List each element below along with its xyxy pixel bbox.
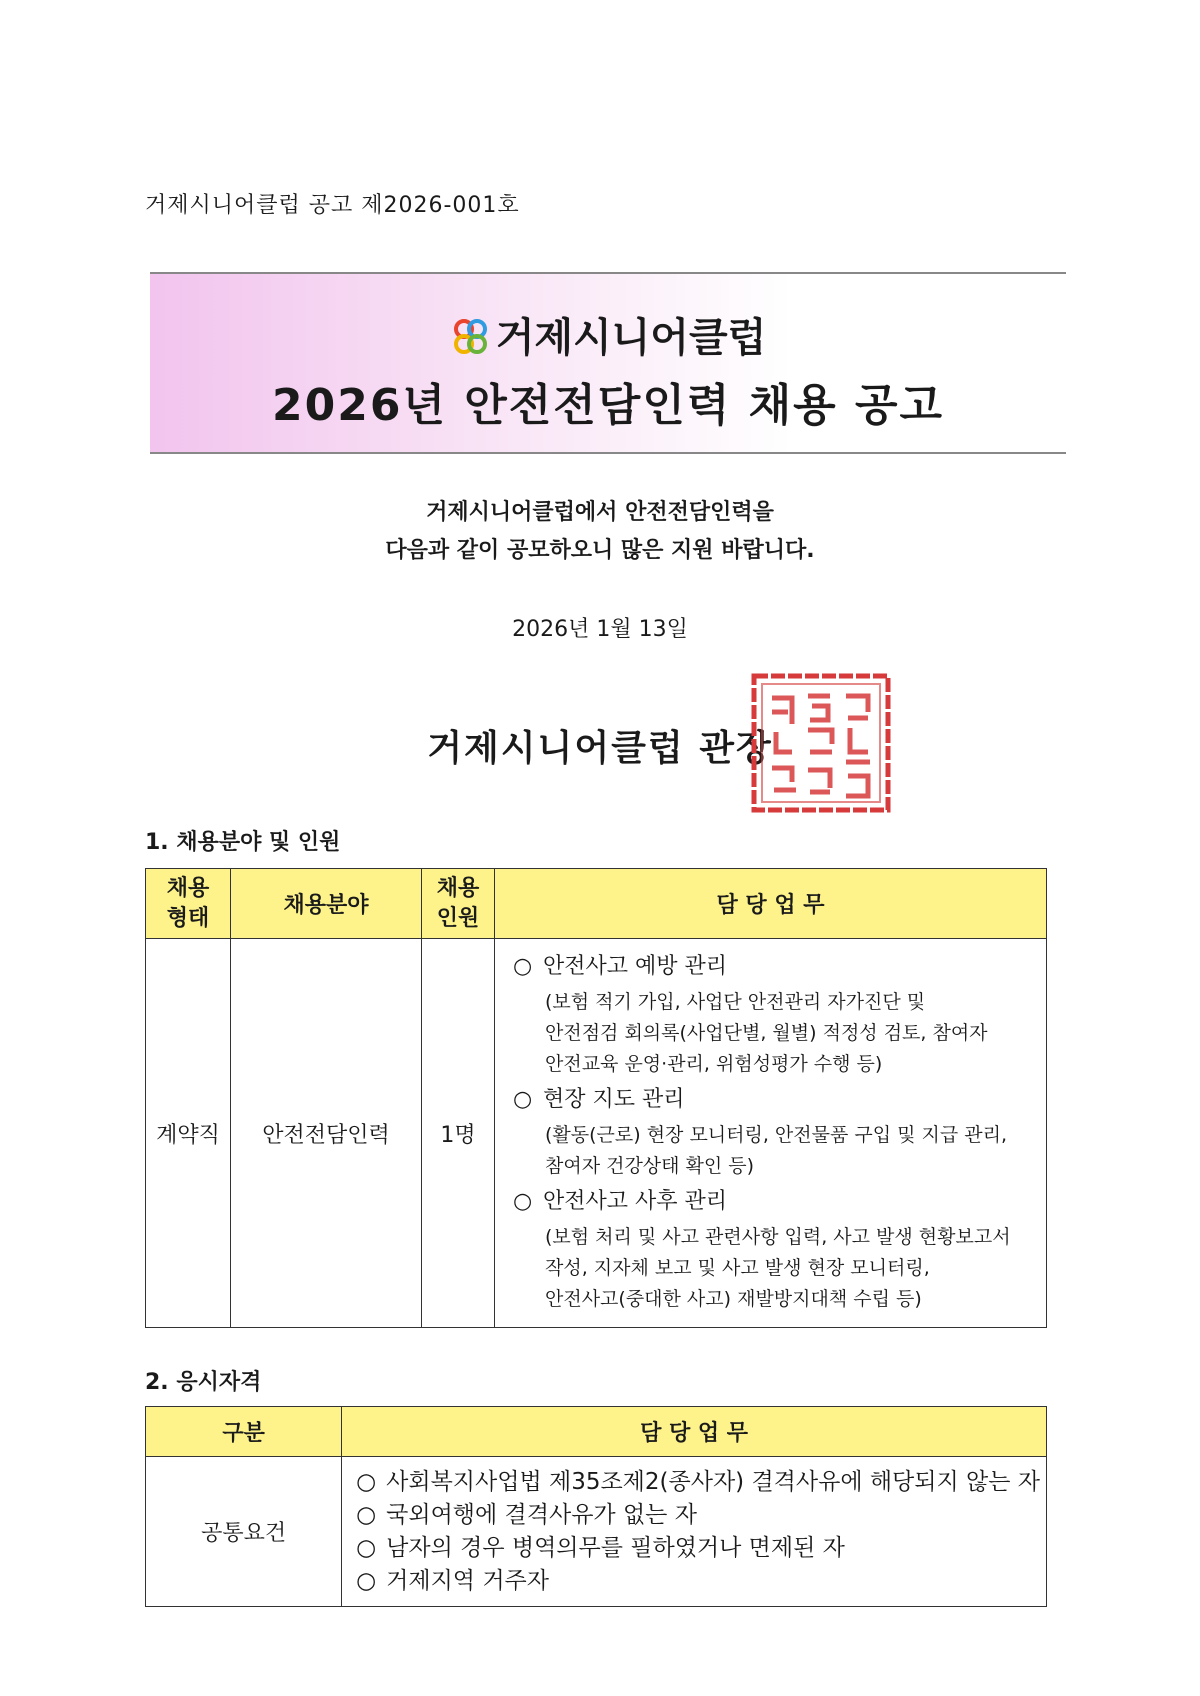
circle-bullet-icon: ○ bbox=[513, 954, 533, 979]
cell-requirements bbox=[342, 1457, 1047, 1607]
section1-title: 1. 채용분야 및 인원 bbox=[145, 830, 341, 855]
header-type: 채용 형태 bbox=[146, 869, 231, 939]
list-item: ○ 거제지역 거주자 bbox=[356, 1565, 1040, 1598]
notice-date: 2026년 1월 13일 bbox=[512, 617, 688, 642]
banner-title: 2026년 안전전담인력 채용 공고 bbox=[272, 380, 944, 431]
header-field: 채용분야 bbox=[231, 869, 422, 939]
cell-duties bbox=[495, 939, 1047, 1328]
header-duties: 담 당 업 무 bbox=[495, 869, 1047, 939]
notice-number: 거제시니어클럽 공고 제2026-001호 bbox=[145, 193, 520, 218]
intro-line-2: 다음과 같이 공모하오니 많은 지원 바랍니다. bbox=[385, 538, 815, 563]
official-seal-icon bbox=[750, 672, 892, 814]
cell-field: 안전전담인력 bbox=[231, 939, 422, 1328]
duty-group: ○ 안전사고 예방 관리 (보험 적기 가입, 사업단 안전관리 자가진단 및 안전점검 회의록(사업단별, 월별) 적정성 검토, 참여자 안전교육 운영·관리, 위험성평가 수행 등) bbox=[509, 947, 1032, 1080]
circle-bullet-icon: ○ bbox=[356, 1534, 377, 1561]
header-qual-duties: 담 당 업 무 bbox=[342, 1407, 1047, 1457]
circle-bullet-icon: ○ bbox=[356, 1567, 377, 1594]
duty-group: ○ 안전사고 사후 관리 (보험 처리 및 사고 관련사항 입력, 사고 발생 현황보고서 작성, 지자체 보고 및 사고 발생 현장 모니터링, 안전사고(중대한 사고) 재발방지대책 수립 등) bbox=[509, 1182, 1032, 1315]
circle-bullet-icon: ○ bbox=[513, 1087, 533, 1112]
circle-bullet-icon: ○ bbox=[513, 1189, 533, 1214]
cell-count: 1명 bbox=[422, 939, 495, 1328]
banner-org-name: 거제시니어클럽 bbox=[495, 315, 767, 361]
section2-title: 2. 응시자격 bbox=[145, 1370, 262, 1395]
intro-text bbox=[0, 494, 1200, 570]
title-banner bbox=[150, 272, 1066, 454]
cell-category: 공통요건 bbox=[146, 1457, 342, 1607]
recruitment-table bbox=[145, 868, 1047, 1328]
cell-type: 계약직 bbox=[146, 939, 231, 1328]
header-count: 채용 인원 bbox=[422, 869, 495, 939]
signer: 거제시니어클럽 관장 bbox=[427, 728, 773, 769]
circle-bullet-icon: ○ bbox=[356, 1468, 377, 1495]
list-item: ○ 사회복지사업법 제35조제2(종사자) 결격사유에 해당되지 않는 자 bbox=[356, 1466, 1040, 1499]
circle-bullet-icon: ○ bbox=[356, 1501, 377, 1528]
intro-line-1: 거제시니어클럽에서 안전전담인력을 bbox=[426, 500, 774, 525]
list-item: ○ 남자의 경우 병역의무를 필하였거나 면제된 자 bbox=[356, 1532, 1040, 1565]
clover-logo-icon bbox=[450, 317, 490, 367]
duty-group: ○ 현장 지도 관리 (활동(근로) 현장 모니터링, 안전물품 구입 및 지급 관리, 참여자 건강상태 확인 등) bbox=[509, 1080, 1032, 1182]
header-category: 구분 bbox=[146, 1407, 342, 1457]
qualification-table bbox=[145, 1406, 1047, 1607]
list-item: ○ 국외여행에 결격사유가 없는 자 bbox=[356, 1499, 1040, 1532]
